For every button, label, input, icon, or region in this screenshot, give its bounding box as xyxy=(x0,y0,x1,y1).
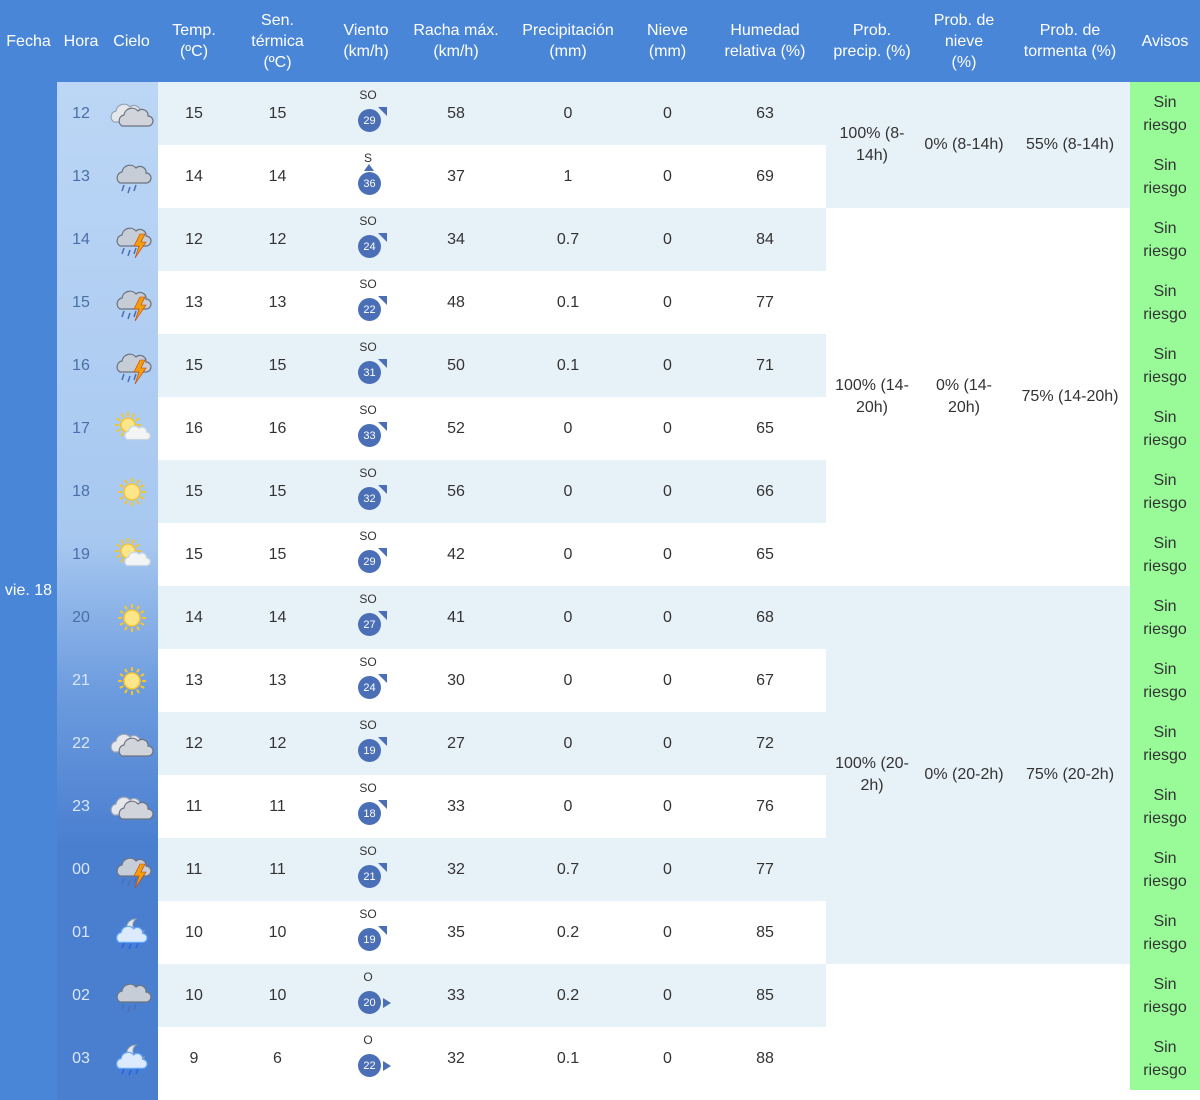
hour-cell: 15 xyxy=(72,293,90,311)
wind-direction: SO xyxy=(359,907,377,921)
gust-cell: 48 xyxy=(447,293,465,311)
wind-arrow-icon xyxy=(376,736,388,748)
wind-cell xyxy=(340,901,396,964)
wind-cell xyxy=(340,397,396,460)
storm-icon xyxy=(109,838,154,901)
wind-arrow-icon xyxy=(376,106,388,118)
header-cielo: Cielo xyxy=(113,32,150,50)
wind-direction: SO xyxy=(359,655,377,669)
warning-label: Sin riesgo xyxy=(1143,93,1187,134)
probability-group xyxy=(826,964,1130,1090)
hour-cell: 17 xyxy=(72,419,90,437)
snow-cell: 0 xyxy=(663,923,672,941)
header-prob-nieve: Prob. de nieve (%) xyxy=(933,11,995,71)
prob-storm-cell: 75% (20-2h) xyxy=(1025,766,1115,783)
hour-cell: 12 xyxy=(72,104,90,122)
warning-label: Sin riesgo xyxy=(1143,345,1187,386)
warning-label: Sin riesgo xyxy=(1143,786,1187,827)
wind-cell xyxy=(340,712,396,775)
wind-cell xyxy=(340,586,396,649)
humidity-cell: 72 xyxy=(756,734,774,752)
gust-cell: 37 xyxy=(447,167,465,185)
temperature-cell: 11 xyxy=(185,860,203,878)
wind-arrow-icon xyxy=(376,295,388,307)
wind-direction: SO xyxy=(359,277,377,291)
feels-like-cell: 16 xyxy=(268,419,287,437)
table-row xyxy=(158,1027,826,1090)
precipitation-cell: 0 xyxy=(563,797,573,815)
wind-arrow-icon xyxy=(376,673,388,685)
hour-cell: 23 xyxy=(72,797,90,815)
warning-label: Sin riesgo xyxy=(1143,597,1187,638)
feels-like-cell: 10 xyxy=(268,986,287,1004)
header-humedad: Humedad relativa (%) xyxy=(724,22,806,60)
temperature-cell: 15 xyxy=(185,356,203,374)
feels-like-cell: 15 xyxy=(268,545,287,563)
feels-like-cell: 11 xyxy=(269,797,286,815)
temperature-cell: 12 xyxy=(185,734,203,752)
gust-cell: 34 xyxy=(447,230,465,248)
warning-cell xyxy=(1130,208,1200,271)
precipitation-cell: 0.1 xyxy=(556,1049,580,1067)
header-racha: Racha máx. (km/h) xyxy=(413,22,499,60)
night-rain-icon xyxy=(109,901,154,964)
snow-cell: 0 xyxy=(663,797,672,815)
wind-cell xyxy=(340,145,396,208)
humidity-cell: 65 xyxy=(756,545,774,563)
precipitation-cell: 0 xyxy=(563,734,573,752)
prob-snow-cell xyxy=(924,964,1004,1090)
gust-cell: 56 xyxy=(447,482,465,500)
partly-sunny-icon xyxy=(109,397,154,460)
night-rain-icon xyxy=(109,1027,154,1090)
feels-like-cell: 14 xyxy=(268,608,287,626)
prob-snow-cell: 0% (20-2h) xyxy=(924,766,1004,783)
date-cell xyxy=(0,82,57,1100)
humidity-cell: 85 xyxy=(756,923,774,941)
humidity-cell: 63 xyxy=(756,104,774,122)
wind-direction: SO xyxy=(359,718,377,732)
temperature-cell: 9 xyxy=(189,1049,199,1067)
wind-arrow-icon xyxy=(363,162,375,174)
feels-like-cell: 15 xyxy=(268,104,287,122)
gust-cell: 50 xyxy=(447,356,465,374)
wind-direction: SO xyxy=(359,88,377,102)
storm-icon xyxy=(109,334,154,397)
table-row xyxy=(158,712,826,775)
wind-cell xyxy=(340,82,396,145)
wind-speed-badge: 33 xyxy=(358,424,381,447)
header-viento: Viento (km/h) xyxy=(343,22,389,60)
temperature-cell: 16 xyxy=(185,419,203,437)
prob-precip-cell xyxy=(832,964,912,1090)
humidity-cell: 69 xyxy=(756,167,774,185)
wind-direction: SO xyxy=(359,403,377,417)
warning-label: Sin riesgo xyxy=(1143,534,1187,575)
wind-cell xyxy=(340,964,396,1027)
hour-cell: 20 xyxy=(72,608,90,626)
wind-direction: SO xyxy=(359,340,377,354)
warning-cell xyxy=(1130,712,1200,775)
temperature-cell: 15 xyxy=(185,104,203,122)
wind-arrow-icon xyxy=(376,232,388,244)
feels-like-cell: 13 xyxy=(268,293,287,311)
feels-like-cell: 15 xyxy=(268,356,287,374)
wind-cell xyxy=(340,649,396,712)
wind-speed-badge: 24 xyxy=(358,235,381,258)
wind-direction: SO xyxy=(359,781,377,795)
snow-cell: 0 xyxy=(663,671,672,689)
wind-cell xyxy=(340,775,396,838)
humidity-cell: 67 xyxy=(756,671,774,689)
warning-label: Sin riesgo xyxy=(1143,975,1187,1016)
snow-cell: 0 xyxy=(663,608,672,626)
header-prob-precip: Prob. precip. (%) xyxy=(833,22,911,60)
warning-label: Sin riesgo xyxy=(1143,849,1187,890)
temperature-cell: 11 xyxy=(185,797,203,815)
hour-cell: 13 xyxy=(72,167,90,185)
rain-cloud-icon xyxy=(109,145,154,208)
gust-cell: 42 xyxy=(447,545,465,563)
wind-cell xyxy=(340,208,396,271)
partly-sunny-icon xyxy=(109,523,154,586)
gust-cell: 52 xyxy=(447,419,465,437)
wind-direction: SO xyxy=(359,529,377,543)
warning-label: Sin riesgo xyxy=(1143,723,1187,764)
wind-speed-badge: 22 xyxy=(358,298,381,321)
rain-cloud-icon xyxy=(109,964,154,1027)
snow-cell: 0 xyxy=(663,293,672,311)
table-row xyxy=(158,523,826,586)
hour-cell: 00 xyxy=(72,860,90,878)
precipitation-cell: 0 xyxy=(563,608,573,626)
hour-cell: 22 xyxy=(72,734,90,752)
wind-speed-badge: 21 xyxy=(358,865,381,888)
gust-cell: 58 xyxy=(447,104,465,122)
hour-cell: 18 xyxy=(72,482,90,500)
temperature-cell: 15 xyxy=(185,545,203,563)
prob-snow-cell: 0% (14-20h) xyxy=(935,377,993,416)
wind-cell xyxy=(340,334,396,397)
wind-speed-badge: 19 xyxy=(358,928,381,951)
humidity-cell: 71 xyxy=(756,356,774,374)
humidity-cell: 68 xyxy=(756,608,774,626)
snow-cell: 0 xyxy=(663,230,672,248)
gust-cell: 33 xyxy=(447,797,465,815)
wind-arrow-icon xyxy=(376,484,388,496)
hour-cell: 21 xyxy=(72,671,90,689)
header-hora: Hora xyxy=(63,32,99,50)
temperature-cell: 14 xyxy=(185,167,203,185)
warning-label: Sin riesgo xyxy=(1143,471,1187,512)
wind-speed-badge: 18 xyxy=(358,802,381,825)
wind-direction: S xyxy=(363,151,372,165)
precipitation-cell: 0.1 xyxy=(556,356,580,374)
precipitation-cell: 0.2 xyxy=(556,986,580,1004)
wind-arrow-icon xyxy=(376,421,388,433)
table-row xyxy=(158,208,826,271)
wind-arrow-icon xyxy=(376,547,388,559)
sun-icon xyxy=(109,460,154,523)
precipitation-cell: 1 xyxy=(563,167,573,185)
wind-speed-badge: 20 xyxy=(358,991,381,1014)
precipitation-cell: 0 xyxy=(563,545,573,563)
gust-cell: 30 xyxy=(447,671,465,689)
humidity-cell: 77 xyxy=(756,293,774,311)
warning-cell xyxy=(1130,838,1200,901)
table-row xyxy=(158,82,826,145)
temperature-cell: 13 xyxy=(185,293,203,311)
wind-direction: SO xyxy=(359,214,377,228)
hour-cell: 03 xyxy=(72,1049,90,1067)
warning-cell xyxy=(1130,775,1200,838)
header-precipitacion: Precipitación (mm) xyxy=(522,22,614,60)
probability-group xyxy=(826,82,1130,208)
warning-label: Sin riesgo xyxy=(1143,1038,1187,1079)
table-row xyxy=(158,838,826,901)
warning-label: Sin riesgo xyxy=(1143,660,1187,701)
warning-cell xyxy=(1130,523,1200,586)
probability-group xyxy=(826,208,1130,586)
feels-like-cell: 13 xyxy=(268,671,287,689)
humidity-cell: 65 xyxy=(756,419,774,437)
humidity-cell: 66 xyxy=(756,482,774,500)
hour-cell: 02 xyxy=(72,986,90,1004)
feels-like-cell: 14 xyxy=(268,167,287,185)
prob-storm-cell: 75% (14-20h) xyxy=(1021,388,1119,405)
gust-cell: 35 xyxy=(447,923,465,941)
warning-cell xyxy=(1130,586,1200,649)
gust-cell: 41 xyxy=(447,608,465,626)
cloudy-icon xyxy=(109,775,154,838)
warning-cell xyxy=(1130,1027,1200,1090)
feels-like-cell: 6 xyxy=(273,1049,282,1067)
table-row xyxy=(158,145,826,208)
sun-icon xyxy=(109,586,154,649)
wind-direction: O xyxy=(363,970,373,984)
storm-icon xyxy=(109,271,154,334)
snow-cell: 0 xyxy=(663,104,672,122)
storm-icon xyxy=(109,208,154,271)
temperature-cell: 15 xyxy=(185,482,203,500)
table-row xyxy=(158,271,826,334)
humidity-cell: 84 xyxy=(756,230,774,248)
feels-like-cell: 10 xyxy=(268,923,287,941)
table-row xyxy=(158,334,826,397)
warning-label: Sin riesgo xyxy=(1143,219,1187,260)
warning-label: Sin riesgo xyxy=(1143,408,1187,449)
wind-direction: SO xyxy=(359,844,377,858)
snow-cell: 0 xyxy=(663,1049,672,1067)
wind-cell xyxy=(340,838,396,901)
table-row xyxy=(158,397,826,460)
wind-direction: SO xyxy=(359,466,377,480)
gust-cell: 32 xyxy=(447,860,465,878)
prob-precip-cell: 100% (8-14h) xyxy=(839,125,905,164)
prob-storm-cell xyxy=(1016,964,1124,1090)
table-row xyxy=(158,964,826,1027)
precipitation-cell: 0.7 xyxy=(556,860,580,878)
warning-cell xyxy=(1130,460,1200,523)
wind-cell xyxy=(340,523,396,586)
prob-storm-cell: 55% (8-14h) xyxy=(1025,136,1115,153)
snow-cell: 0 xyxy=(663,734,672,752)
table-row xyxy=(158,649,826,712)
warning-cell xyxy=(1130,82,1200,145)
feels-like-cell: 12 xyxy=(268,734,287,752)
warning-cell xyxy=(1130,649,1200,712)
header-sen-termica: Sen. térmica (ºC) xyxy=(251,11,304,71)
header-temp: Temp. (ºC) xyxy=(172,22,216,60)
wind-speed-badge: 29 xyxy=(358,550,381,573)
table-row xyxy=(158,586,826,649)
wind-direction: SO xyxy=(359,592,377,606)
wind-arrow-icon xyxy=(376,799,388,811)
header-avisos: Avisos xyxy=(1141,32,1189,50)
snow-cell: 0 xyxy=(663,419,672,437)
precipitation-cell: 0 xyxy=(563,419,573,437)
prob-snow-cell: 0% (8-14h) xyxy=(924,136,1004,153)
warning-label: Sin riesgo xyxy=(1143,156,1187,197)
snow-cell: 0 xyxy=(663,356,672,374)
feels-like-cell: 12 xyxy=(268,230,287,248)
wind-cell xyxy=(340,1027,396,1090)
humidity-cell: 85 xyxy=(756,986,774,1004)
header-nieve: Nieve (mm) xyxy=(647,22,688,60)
gust-cell: 27 xyxy=(447,734,465,752)
wind-direction: O xyxy=(363,1033,373,1047)
precipitation-cell: 0 xyxy=(563,482,573,500)
wind-cell xyxy=(340,271,396,334)
wind-arrow-icon xyxy=(380,997,392,1009)
precipitation-cell: 0.2 xyxy=(556,923,580,941)
wind-arrow-icon xyxy=(376,925,388,937)
snow-cell: 0 xyxy=(663,986,672,1004)
wind-arrow-icon xyxy=(376,610,388,622)
hour-cell: 01 xyxy=(72,923,90,941)
warning-cell xyxy=(1130,145,1200,208)
wind-speed-badge: 36 xyxy=(358,172,381,195)
sun-icon xyxy=(109,649,154,712)
hour-cell: 19 xyxy=(72,545,90,563)
header-fecha: Fecha xyxy=(6,32,51,50)
temperature-cell: 12 xyxy=(185,230,203,248)
prob-precip-cell: 100% (20-2h) xyxy=(835,755,909,794)
feels-like-cell: 15 xyxy=(268,482,287,500)
cloudy-icon xyxy=(109,712,154,775)
temperature-cell: 10 xyxy=(185,986,203,1004)
wind-cell xyxy=(340,460,396,523)
warning-cell xyxy=(1130,334,1200,397)
wind-speed-badge: 29 xyxy=(358,109,381,132)
probability-group xyxy=(826,586,1130,964)
temperature-cell: 10 xyxy=(185,923,203,941)
table-row xyxy=(158,901,826,964)
gust-cell: 32 xyxy=(447,1049,465,1067)
wind-arrow-icon xyxy=(376,358,388,370)
wind-speed-badge: 32 xyxy=(358,487,381,510)
warning-label: Sin riesgo xyxy=(1143,912,1187,953)
header-prob-tormenta: Prob. de tormenta (%) xyxy=(1023,22,1117,60)
precipitation-cell: 0 xyxy=(563,104,573,122)
hour-cell: 14 xyxy=(72,230,90,248)
table-header xyxy=(0,0,1200,82)
temperature-cell: 13 xyxy=(185,671,203,689)
precipitation-cell: 0.1 xyxy=(556,293,580,311)
hour-cell: 16 xyxy=(72,356,90,374)
humidity-cell: 88 xyxy=(756,1049,774,1067)
wind-speed-badge: 22 xyxy=(358,1054,381,1077)
date-label: vie. 18 xyxy=(4,582,53,599)
wind-speed-badge: 19 xyxy=(358,739,381,762)
table-row xyxy=(158,775,826,838)
temperature-cell: 14 xyxy=(185,608,203,626)
snow-cell: 0 xyxy=(663,545,672,563)
humidity-cell: 76 xyxy=(756,797,774,815)
wind-speed-badge: 31 xyxy=(358,361,381,384)
warning-label: Sin riesgo xyxy=(1143,282,1187,323)
gust-cell: 33 xyxy=(447,986,465,1004)
warning-cell xyxy=(1130,964,1200,1027)
snow-cell: 0 xyxy=(663,482,672,500)
wind-speed-badge: 27 xyxy=(358,613,381,636)
warning-cell xyxy=(1130,397,1200,460)
precipitation-cell: 0.7 xyxy=(556,230,580,248)
feels-like-cell: 11 xyxy=(269,860,286,878)
precipitation-cell: 0 xyxy=(563,671,573,689)
prob-precip-cell: 100% (14-20h) xyxy=(835,377,909,416)
humidity-cell: 77 xyxy=(756,860,774,878)
wind-arrow-icon xyxy=(376,862,388,874)
warning-cell xyxy=(1130,901,1200,964)
cloudy-icon xyxy=(109,82,154,145)
warning-cell xyxy=(1130,271,1200,334)
snow-cell: 0 xyxy=(663,167,672,185)
wind-speed-badge: 24 xyxy=(358,676,381,699)
table-row xyxy=(158,460,826,523)
wind-arrow-icon xyxy=(380,1060,392,1072)
snow-cell: 0 xyxy=(663,860,672,878)
